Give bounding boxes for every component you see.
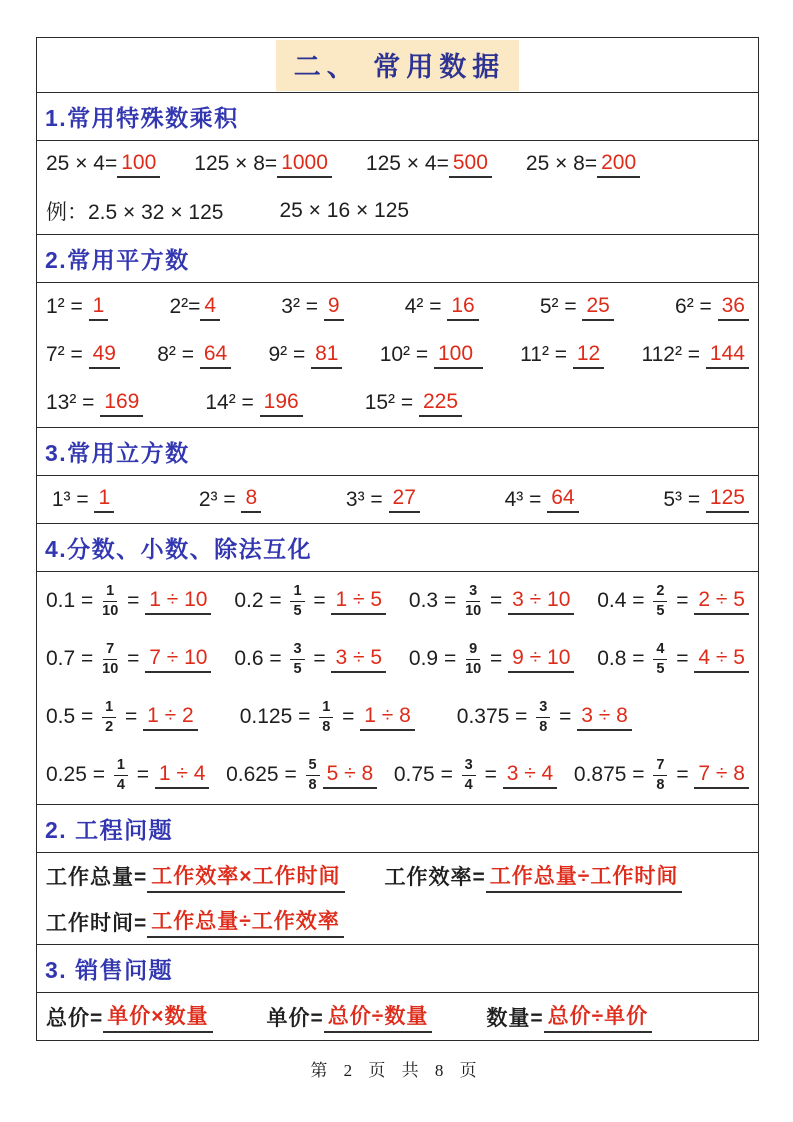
answer-red-underlined: 1 ÷ 2 xyxy=(143,704,198,731)
math-item xyxy=(380,342,483,369)
answer-red-underlined: 169 xyxy=(100,390,143,417)
expression-text: 0.4 = xyxy=(597,589,651,612)
fraction-denominator: 5 xyxy=(293,602,302,619)
expression-text: = xyxy=(484,589,509,612)
fraction-denominator: 8 xyxy=(539,718,548,735)
expression-text: 数量= xyxy=(486,1006,544,1030)
answer-red-underlined: 25 xyxy=(582,294,613,321)
fraction-denominator: 2 xyxy=(105,718,114,735)
fraction-denominator: 4 xyxy=(464,776,473,793)
fraction xyxy=(102,583,118,619)
section-heading xyxy=(37,524,758,572)
fraction-denominator: 8 xyxy=(656,776,665,793)
math-item xyxy=(46,390,143,417)
math-item xyxy=(642,342,749,369)
math-item xyxy=(199,486,261,513)
math-item xyxy=(46,342,120,369)
math-item xyxy=(675,294,749,321)
math-item xyxy=(46,699,198,735)
answer-red-underlined: 工作总量÷工作效率 xyxy=(147,905,344,938)
math-item xyxy=(279,199,409,223)
math-item xyxy=(268,342,342,369)
fraction-denominator: 10 xyxy=(102,660,119,677)
expression-text: 13² = xyxy=(46,391,101,414)
answer-red-underlined: 12 xyxy=(573,342,604,369)
expression-text: 1² = xyxy=(46,295,89,318)
math-item xyxy=(505,486,579,513)
answer-red-underlined: 1 ÷ 10 xyxy=(145,588,211,615)
fraction xyxy=(319,699,333,735)
math-item xyxy=(540,294,614,321)
expression-text: = xyxy=(121,589,146,612)
math-item xyxy=(405,294,479,321)
expression-text: 3³ = xyxy=(345,487,389,511)
expression-text: 8² = xyxy=(157,343,200,366)
math-item xyxy=(526,151,640,178)
expression-text: 0.625 = xyxy=(226,763,303,786)
fraction-numerator: 3 xyxy=(462,757,476,776)
fraction-numerator: 9 xyxy=(466,641,480,660)
math-item xyxy=(46,196,223,226)
answer-red-underlined: 9 xyxy=(324,294,344,321)
fraction xyxy=(114,757,128,793)
math-item xyxy=(267,1000,433,1033)
section-heading-text: 2. 工程问题 xyxy=(45,817,174,843)
math-line xyxy=(37,379,758,427)
expression-text: = xyxy=(670,589,695,612)
expression-text: 4² = xyxy=(404,295,448,318)
answer-red-underlined: 2 ÷ 5 xyxy=(694,588,749,615)
fraction xyxy=(653,583,667,619)
expression-text: 0.75 = xyxy=(393,763,459,786)
expression-text: 0.2 = xyxy=(234,589,288,612)
section-heading-text: 2.常用平方数 xyxy=(45,247,190,273)
expression-text: 0.7 = xyxy=(46,647,100,670)
expression-text: 工作效率= xyxy=(384,866,486,889)
expression-text: 2³ = xyxy=(198,487,242,511)
expression-text: 6² = xyxy=(675,295,718,318)
expression-text: = xyxy=(336,705,361,728)
expression-text: = xyxy=(670,763,695,786)
fraction-denominator: 4 xyxy=(116,776,125,793)
expression-text: 0.5 = xyxy=(46,705,100,728)
answer-red-underlined: 1 ÷ 8 xyxy=(360,704,415,731)
math-line xyxy=(37,187,758,234)
math-item xyxy=(205,390,302,417)
math-item xyxy=(46,757,209,793)
expression-text: 10² = xyxy=(379,343,434,366)
expression-text: 125 × 4= xyxy=(365,152,449,175)
fraction-numerator: 3 xyxy=(466,583,480,602)
math-item xyxy=(157,342,231,369)
expression-text: 工作总量= xyxy=(46,866,148,889)
expression-text: = xyxy=(307,589,332,612)
expression-text: = xyxy=(121,647,146,670)
special-products-row xyxy=(37,141,758,235)
expression-text: 例：2.5 × 32 × 125 xyxy=(46,200,224,224)
expression-text: 0.25 = xyxy=(46,763,111,786)
answer-red-underlined: 1 xyxy=(89,294,109,321)
expression-text: 工作时间= xyxy=(46,911,148,935)
fraction-denominator: 10 xyxy=(465,660,482,677)
answer-red-underlined: 125 xyxy=(706,486,749,513)
section-heading xyxy=(37,945,758,993)
answer-red-underlined: 1000 xyxy=(277,151,332,178)
fraction-numerator: 4 xyxy=(653,641,667,660)
fraction-denominator: 5 xyxy=(656,660,665,677)
expression-text: 单价= xyxy=(266,1006,324,1030)
answer-red-underlined: 7 ÷ 10 xyxy=(145,646,211,673)
math-item xyxy=(281,294,343,321)
expression-text: 25 × 4= xyxy=(46,152,118,175)
answer-red-underlined: 16 xyxy=(447,294,478,321)
math-item xyxy=(394,757,557,793)
math-item xyxy=(409,641,574,677)
math-line xyxy=(37,572,758,630)
sales-row xyxy=(37,993,758,1040)
page-title: 二、 常用数据 xyxy=(276,40,520,91)
expression-text: 125 × 8= xyxy=(194,152,278,175)
expression-text: 总价= xyxy=(46,1006,104,1030)
section-heading xyxy=(37,235,758,283)
content-table xyxy=(36,37,759,1041)
fraction xyxy=(465,583,481,619)
math-item xyxy=(597,583,749,619)
fraction-numerator: 1 xyxy=(102,699,116,718)
expression-text: = xyxy=(307,647,332,670)
answer-red-underlined: 3 ÷ 8 xyxy=(577,704,632,731)
expression-text: = xyxy=(670,647,695,670)
answer-red-underlined: 1 ÷ 4 xyxy=(155,762,210,789)
table-title-row xyxy=(37,38,758,93)
expression-text: 4³ = xyxy=(504,487,548,511)
math-item xyxy=(457,699,632,735)
fraction-numerator: 3 xyxy=(536,699,550,718)
expression-text: 5² = xyxy=(539,295,583,318)
expression-text: 2²= xyxy=(169,295,201,318)
math-line xyxy=(37,331,758,379)
fraction-denominator: 10 xyxy=(102,602,119,619)
fraction-denominator: 8 xyxy=(322,718,331,735)
answer-red-underlined: 7 ÷ 8 xyxy=(694,762,749,789)
answer-red-underlined: 64 xyxy=(547,486,578,513)
fraction xyxy=(465,641,481,677)
answer-red-underlined: 64 xyxy=(200,342,231,369)
fraction-numerator: 7 xyxy=(103,641,117,660)
expression-text: 0.1 = xyxy=(46,589,100,612)
math-item xyxy=(365,390,462,417)
math-line xyxy=(37,141,758,187)
expression-text: 0.9 = xyxy=(408,647,463,670)
fraction xyxy=(102,641,118,677)
math-item xyxy=(240,699,415,735)
math-line xyxy=(37,688,758,746)
document-page xyxy=(36,37,759,1041)
fraction xyxy=(290,641,304,677)
fraction-numerator: 7 xyxy=(653,757,667,776)
expression-text: 112² = xyxy=(641,343,706,366)
fraction xyxy=(653,757,667,793)
expression-text: 11² = xyxy=(520,343,573,366)
fraction-denominator: 5 xyxy=(656,602,665,619)
page-footer: 第 2 页 共 8 页 xyxy=(310,1061,483,1080)
fractions-row xyxy=(37,572,758,805)
answer-red-underlined: 3 ÷ 10 xyxy=(508,588,574,615)
math-item xyxy=(194,151,332,178)
section-heading-text: 3. 销售问题 xyxy=(45,957,174,983)
answer-red-underlined: 工作总量÷工作时间 xyxy=(486,860,683,893)
answer-red-underlined: 225 xyxy=(419,390,462,417)
expression-text: 0.3 = xyxy=(408,589,463,612)
expression-text: 15² = xyxy=(364,391,419,414)
expression-text: 7² = xyxy=(46,343,89,366)
fraction-denominator: 10 xyxy=(465,602,482,619)
section-heading xyxy=(37,805,758,853)
math-line xyxy=(37,853,758,899)
answer-red-underlined: 1 xyxy=(94,486,114,513)
math-item xyxy=(46,294,108,321)
fraction-numerator: 1 xyxy=(114,757,128,776)
answer-red-underlined: 27 xyxy=(389,486,420,513)
answer-red-underlined: 4 ÷ 5 xyxy=(694,646,749,673)
section-heading xyxy=(37,428,758,476)
math-item xyxy=(46,860,345,893)
expression-text: = xyxy=(119,705,144,728)
expression-text: 25 × 8= xyxy=(525,152,598,175)
math-item xyxy=(46,583,211,619)
math-item xyxy=(597,641,749,677)
answer-red-underlined: 144 xyxy=(706,342,749,369)
math-item xyxy=(574,757,749,793)
math-item xyxy=(169,294,220,321)
section-heading-text: 1.常用特殊数乘积 xyxy=(45,105,239,131)
math-line xyxy=(37,476,758,523)
expression-text: = xyxy=(484,647,509,670)
answer-red-underlined: 1 ÷ 5 xyxy=(331,588,386,615)
expression-text: 0.375 = xyxy=(456,705,534,728)
expression-text: = xyxy=(553,705,578,728)
fraction xyxy=(462,757,476,793)
fraction-numerator: 1 xyxy=(290,583,304,602)
math-item xyxy=(385,860,683,893)
fraction-denominator: 8 xyxy=(308,776,317,793)
expression-text: 3² = xyxy=(281,295,324,318)
expression-text: 5³ = xyxy=(663,487,706,511)
expression-text: 0.875 = xyxy=(573,763,651,786)
squares-row xyxy=(37,283,758,428)
math-item xyxy=(663,486,749,513)
math-item xyxy=(234,641,386,677)
answer-red-underlined: 3 ÷ 5 xyxy=(331,646,386,673)
answer-red-underlined: 81 xyxy=(311,342,342,369)
section-heading xyxy=(37,93,758,141)
fraction-numerator: 5 xyxy=(306,757,320,776)
math-item xyxy=(46,905,344,938)
answer-red-underlined: 100 xyxy=(434,342,483,369)
expression-text: 0.6 = xyxy=(234,647,288,670)
expression-text: = xyxy=(478,763,503,786)
section-heading-text: 3.常用立方数 xyxy=(45,440,190,466)
fraction xyxy=(306,757,320,793)
math-line xyxy=(37,283,758,331)
expression-text: 0.125 = xyxy=(239,705,317,728)
fraction-numerator: 2 xyxy=(653,583,667,602)
answer-red-underlined: 单价×数量 xyxy=(103,1000,212,1033)
fraction xyxy=(290,583,304,619)
expression-text: 9² = xyxy=(268,343,312,366)
fraction xyxy=(536,699,550,735)
math-item xyxy=(46,1000,213,1033)
answer-red-underlined: 3 ÷ 4 xyxy=(503,762,558,789)
expression-text: = xyxy=(130,763,155,786)
answer-red-underlined: 100 xyxy=(117,151,160,178)
answer-red-underlined: 9 ÷ 10 xyxy=(508,646,574,673)
math-item xyxy=(520,342,604,369)
math-item xyxy=(409,583,574,619)
answer-red-underlined: 36 xyxy=(718,294,749,321)
math-item xyxy=(226,757,377,793)
expression-text: 0.8 = xyxy=(597,647,651,670)
math-item xyxy=(346,486,420,513)
fraction xyxy=(653,641,667,677)
math-line xyxy=(37,993,758,1040)
math-line xyxy=(37,630,758,688)
math-item xyxy=(46,641,211,677)
answer-red-underlined: 总价÷数量 xyxy=(324,1000,433,1033)
math-item xyxy=(486,1000,652,1033)
answer-red-underlined: 4 xyxy=(200,294,220,321)
fraction-denominator: 5 xyxy=(293,660,302,677)
answer-red-underlined: 200 xyxy=(597,151,640,178)
answer-red-underlined: 196 xyxy=(260,390,303,417)
answer-red-underlined: 工作效率×工作时间 xyxy=(147,860,344,893)
fraction-numerator: 1 xyxy=(103,583,117,602)
answer-red-underlined: 500 xyxy=(449,151,492,178)
cubes-row xyxy=(37,476,758,524)
expression-text: 14² = xyxy=(205,391,260,414)
math-item xyxy=(234,583,386,619)
math-item xyxy=(366,151,492,178)
math-line xyxy=(37,746,758,804)
answer-red-underlined: 49 xyxy=(89,342,120,369)
section-heading-text: 4.分数、小数、除法互化 xyxy=(45,536,313,562)
fraction xyxy=(102,699,116,735)
answer-red-underlined: 5 ÷ 8 xyxy=(323,762,378,789)
math-line xyxy=(37,899,758,944)
expression-text: 1³ = xyxy=(46,487,95,511)
answer-red-underlined: 8 xyxy=(241,486,261,513)
fraction-numerator: 1 xyxy=(319,699,333,718)
fraction-numerator: 3 xyxy=(290,641,304,660)
expression-text: 25 × 16 × 125 xyxy=(279,198,410,222)
answer-red-underlined: 总价÷单价 xyxy=(544,1000,653,1033)
math-item xyxy=(46,486,114,513)
engineering-row xyxy=(37,853,758,945)
math-item xyxy=(46,151,160,178)
